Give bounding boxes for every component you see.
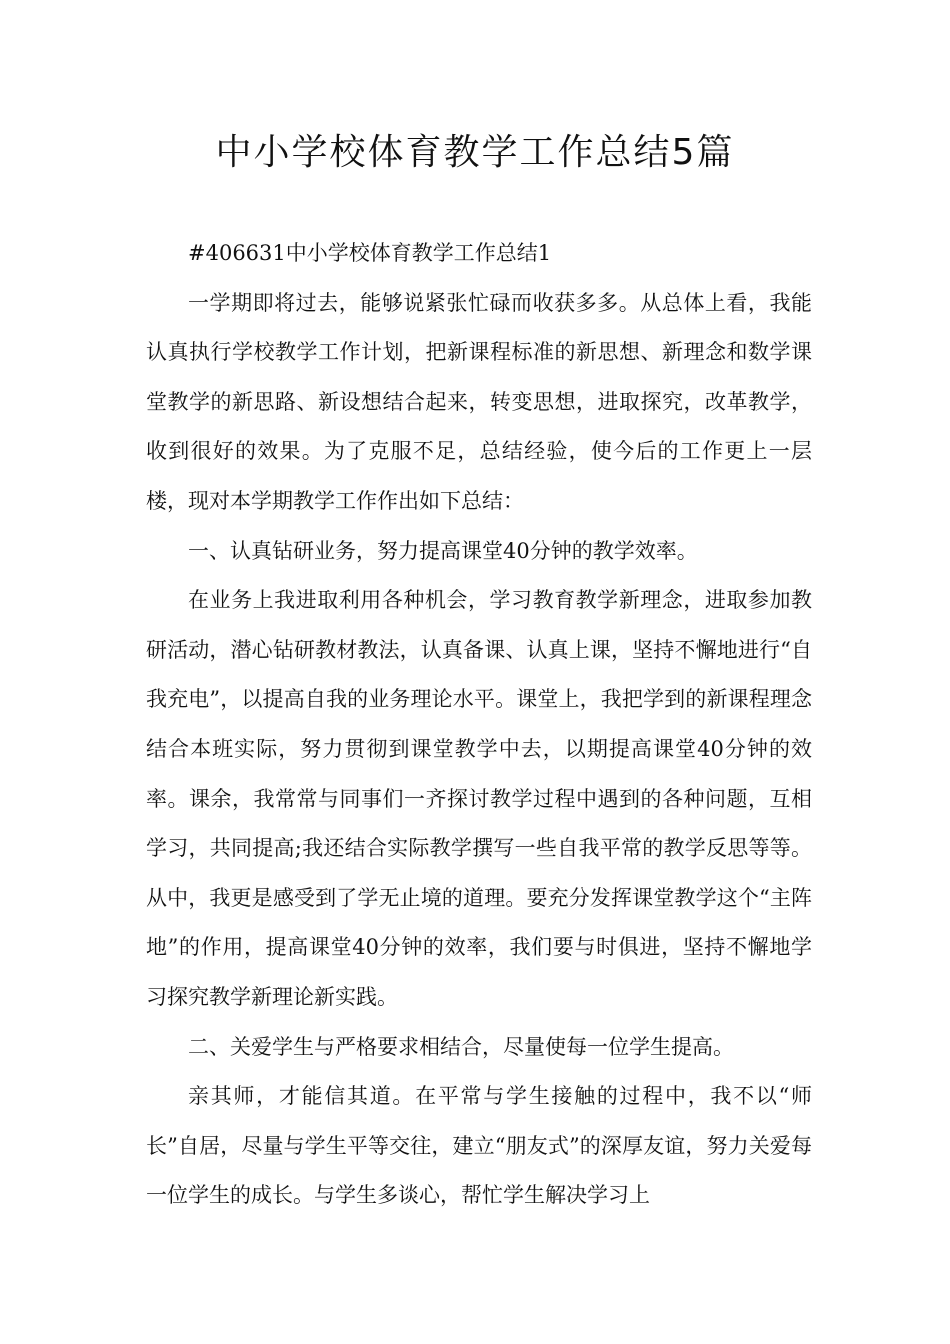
section-heading: 二、关爱学生与严格要求相结合，尽量使每一位学生提高。 xyxy=(188,1034,734,1059)
document-body xyxy=(146,229,812,1221)
document-title: 中小学校体育教学工作总结5篇 xyxy=(215,132,735,173)
section-heading: 一、认真钻研业务，努力提高课堂40分钟的教学效率。 xyxy=(188,538,698,563)
body-paragraph: 在业务上我进取利用各种机会，学习教育教学新理念，进取参加教研活动，潜心钻研教材教法，认真备课、认真上课，坚持不懈地进行“自我充电”，以提高自我的业务理论水平。课堂上，我把学到的新课程理念结合本班实际，努力贯彻到课堂教学中去，以期提高课堂40分钟的效率。课余，我常常与同事们一齐探讨教学过程中遇到的各种问题，互相学习，共同提高;我还结合实际教学撰写一些自我平常的教学反思等等。从中，我更是感受到了学无止境的道理。要充分发挥课堂教学这个“主阵地”的作用，提高课堂40分钟的效率，我们要与时俱进，坚持不懈地学习探究教学新理论新实践。 xyxy=(146,588,812,1009)
section-heading: #406631中小学校体育教学工作总结1 xyxy=(188,241,552,265)
body-paragraph: 亲其师，才能信其道。在平常与学生接触的过程中，我不以“师长”自居，尽量与学生平等交往，建立“朋友式”的深厚友谊，努力关爱每一位学生的成长。与学生多谈心，帮忙学生解决学习上 xyxy=(146,1084,812,1208)
body-paragraph: 一学期即将过去，能够说紧张忙碌而收获多多。从总体上看，我能认真执行学校教学工作计划，把新课程标准的新思想、新理念和数学课堂教学的新思路、新设想结合起来，转变思想，进取探究，改革教学，收到很好的效果。为了克服不足，总结经验，使今后的工作更上一层楼，现对本学期教学工作作出如下总结： xyxy=(146,290,812,513)
